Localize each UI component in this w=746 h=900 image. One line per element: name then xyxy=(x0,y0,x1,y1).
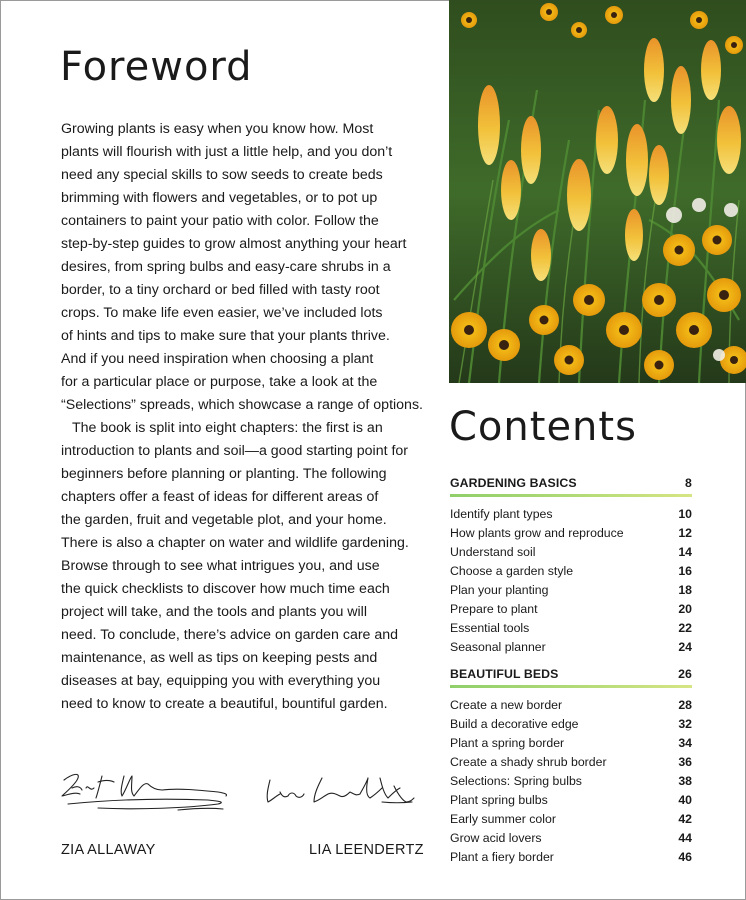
toc-entry-page: 18 xyxy=(678,583,692,597)
toc-entry-page: 36 xyxy=(678,755,692,769)
garden-photo-illustration xyxy=(449,0,746,383)
toc-entry-page: 12 xyxy=(678,526,692,540)
toc-entry-title: Plant a fiery border xyxy=(450,850,554,864)
toc-chapter-beautiful-beds xyxy=(450,667,692,867)
toc-entry-page: 28 xyxy=(678,698,692,712)
toc-entry[interactable] xyxy=(450,848,692,867)
toc-entry-page: 16 xyxy=(678,564,692,578)
toc-entry-page: 38 xyxy=(678,774,692,788)
toc-entry[interactable] xyxy=(450,829,692,848)
toc-entry[interactable] xyxy=(450,600,692,619)
toc-entry[interactable] xyxy=(450,791,692,810)
foreword-line: desires, from spring bulbs and easy-care shrubs in a xyxy=(61,259,391,275)
toc-entry-page: 14 xyxy=(678,545,692,559)
foreword-line: project will take, and the tools and plants you will xyxy=(61,604,367,620)
toc-entry-title: Create a shady shrub border xyxy=(450,755,607,769)
foreword-line: And if you need inspiration when choosing a plant xyxy=(61,351,374,367)
foreword-line: beginners before planning or planting. The following xyxy=(61,466,387,482)
foreword-line: Browse through to see what intrigues you, and use xyxy=(61,558,380,574)
toc-entry-title: How plants grow and reproduce xyxy=(450,526,624,540)
contents-title: Contents xyxy=(449,404,637,450)
toc-entry[interactable] xyxy=(450,581,692,600)
foreword-line: There is also a chapter on water and wildlife gardening. xyxy=(61,535,409,551)
toc-entry-page: 22 xyxy=(678,621,692,635)
author-name-zia: ZIA ALLAWAY xyxy=(61,842,156,858)
toc-entry-title: Grow acid lovers xyxy=(450,831,542,845)
foreword-line: need to know to create a beautiful, bountiful garden. xyxy=(61,696,388,712)
toc-entry-title: Selections: Spring bulbs xyxy=(450,774,582,788)
author-name-lia: LIA LEENDERTZ xyxy=(309,842,424,858)
toc-entry[interactable] xyxy=(450,772,692,791)
signature-zia-allaway xyxy=(58,766,233,816)
toc-entry-title: Understand soil xyxy=(450,545,536,559)
toc-entry-title: Choose a garden style xyxy=(450,564,574,578)
foreword-line: maintenance, as well as tips on keeping pests and xyxy=(61,650,378,666)
foreword-line: Growing plants is easy when you know how. Most xyxy=(61,121,374,137)
toc-entry[interactable] xyxy=(450,810,692,829)
chapter-heading[interactable] xyxy=(450,667,692,685)
toc-entry[interactable] xyxy=(450,715,692,734)
toc-entries xyxy=(450,505,692,657)
chapter-rule xyxy=(450,685,692,688)
foreword-line: the garden, fruit and vegetable plot, and your home. xyxy=(61,512,387,528)
foreword-line: containers to paint your patio with color. Follow the xyxy=(61,213,379,229)
toc-entry-page: 40 xyxy=(678,793,692,807)
toc-entry-page: 24 xyxy=(678,640,692,654)
foreword-line: step-by-step guides to grow almost anything your heart xyxy=(61,236,407,252)
toc-entry-title: Identify plant types xyxy=(450,507,553,521)
chapter-page: 8 xyxy=(685,476,692,490)
foreword-line: plants will flourish with just a little help, and you don’t xyxy=(61,144,393,160)
foreword-line: crops. To make life even easier, we’ve included lots xyxy=(61,305,383,321)
foreword-line: The book is split into eight chapters: the first is an xyxy=(72,420,383,436)
toc-entry-title: Seasonal planner xyxy=(450,640,546,654)
toc-entries xyxy=(450,696,692,867)
toc-entry-title: Early summer color xyxy=(450,812,556,826)
toc-entry-title: Plant a spring border xyxy=(450,736,565,750)
toc-entry[interactable] xyxy=(450,638,692,657)
toc-entry[interactable] xyxy=(450,753,692,772)
foreword-line: diseases at bay, equipping you with everything you xyxy=(61,673,381,689)
foreword-body xyxy=(61,118,421,716)
toc-entry[interactable] xyxy=(450,543,692,562)
foreword-line: for a particular place or purpose, take a look at the xyxy=(61,374,378,390)
toc-entry[interactable] xyxy=(450,619,692,638)
toc-entry-title: Create a new border xyxy=(450,698,563,712)
chapter-heading[interactable] xyxy=(450,476,692,494)
toc-entry-title: Prepare to plant xyxy=(450,602,538,616)
foreword-line: border, to a tiny orchard or bed filled with tasty root xyxy=(61,282,380,298)
garden-photo xyxy=(449,0,746,383)
toc-entry-title: Plan your planting xyxy=(450,583,549,597)
foreword-line: introduction to plants and soil—a good starting point for xyxy=(61,443,409,459)
signature-lia-leendertz xyxy=(262,772,417,814)
toc-entry-page: 46 xyxy=(678,850,692,864)
toc-entry[interactable] xyxy=(450,734,692,753)
foreword-line: need. To conclude, there’s advice on garden care and xyxy=(61,627,399,643)
toc-chapter-gardening-basics xyxy=(450,476,692,657)
toc-entry-title: Build a decorative edge xyxy=(450,717,579,731)
chapter-title: GARDENING BASICS xyxy=(450,476,577,490)
toc-entry-title: Essential tools xyxy=(450,621,530,635)
chapter-page: 26 xyxy=(678,667,692,681)
toc-entry-page: 42 xyxy=(678,812,692,826)
toc-entry-page: 44 xyxy=(678,831,692,845)
toc-entry-page: 32 xyxy=(678,717,692,731)
foreword-line: need any special skills to sow seeds to create beds xyxy=(61,167,383,183)
foreword-line: chapters offer a feast of ideas for different areas of xyxy=(61,489,379,505)
toc-entry-page: 10 xyxy=(678,507,692,521)
toc-entry[interactable] xyxy=(450,696,692,715)
foreword-line: “Selections” spreads, which showcase a range of options. xyxy=(61,397,423,413)
chapter-title: BEAUTIFUL BEDS xyxy=(450,667,559,681)
toc-entry[interactable] xyxy=(450,505,692,524)
foreword-line: brimming with flowers and vegetables, or to pot up xyxy=(61,190,378,206)
foreword-title: Foreword xyxy=(60,44,253,90)
toc-entry[interactable] xyxy=(450,562,692,581)
toc-entry[interactable] xyxy=(450,524,692,543)
toc-entry-title: Plant spring bulbs xyxy=(450,793,548,807)
chapter-rule xyxy=(450,494,692,497)
toc-entry-page: 34 xyxy=(678,736,692,750)
foreword-line: the quick checklists to discover how much time each xyxy=(61,581,390,597)
foreword-line: of hints and tips to make sure that your plants thrive. xyxy=(61,328,390,344)
toc-entry-page: 20 xyxy=(678,602,692,616)
